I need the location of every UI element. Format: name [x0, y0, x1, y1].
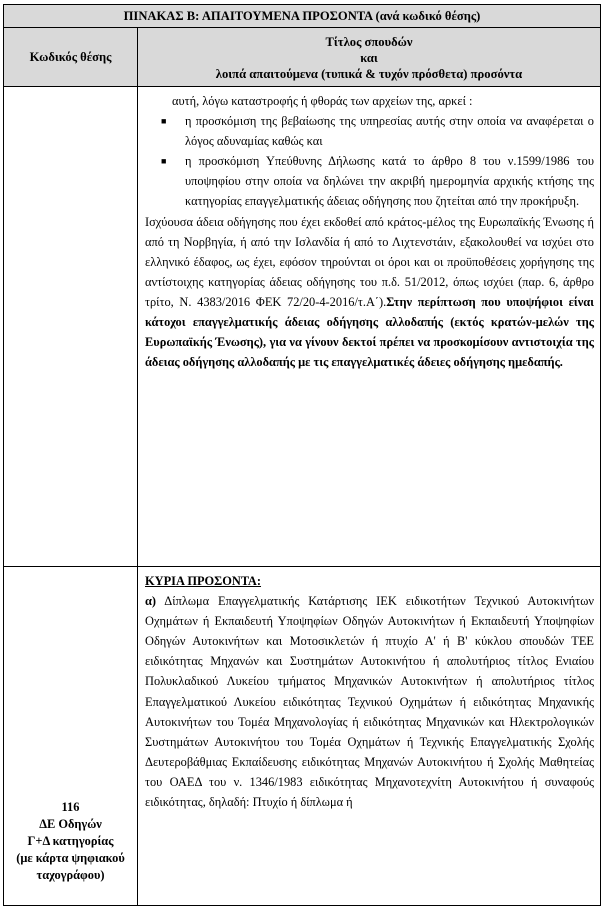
position-code-cell: [4, 567, 138, 906]
header-line-1: Τίτλος σπουδών: [325, 35, 413, 49]
license-text-bold: Στην περίπτωση που υποψήφιοι είναι κάτοχοι επαγγελματικής άδειας οδήγησης αλλοδαπής (εκτός κρατών-μελών της Ευρωπαϊκής Ένωσης), για να γίνουν δεκτοί πρέπει να προσκομίσουν αντιστοιχία της άδειας οδήγησης αλλοδαπής με τις επαγγελματικές άδειες οδήγησης ημεδαπής.: [145, 294, 594, 370]
qualifications-cell: [138, 87, 601, 567]
table-header-row: [4, 28, 601, 87]
qualification-item: [145, 591, 594, 812]
header-line-3: λοιπά απαιτούμενα (τυπικά & τυχόν πρόσθετα) προσόντα: [215, 67, 523, 81]
position-code-line: ΔΕ Οδηγών: [39, 816, 102, 831]
code-column-header: Κωδικός θέσης: [4, 28, 138, 87]
qualifications-column-header: [138, 28, 601, 87]
intro-text: αυτή, λόγω καταστροφής ή φθοράς των αρχείων της, αρκεί :: [172, 94, 473, 108]
license-text: Ισχύουσα άδεια οδήγησης που έχει εκδοθεί από κράτος-μέλος της Ευρωπαϊκής Ένωσης ή από τη Νορβηγία, ή από την Ισλανδία ή από το Λιχτενστάιν, εξακολουθεί να ισχύει στο ελληνικό έδαφος, ως έχει, εφόσον τηρούνται οι όροι και οι προϋποθέσεις χορήγησης της αντίστοιχης κατηγορίας άδειας οδήγησης του π.δ. 51/2012, όπως ισχύει (παρ. 6, άρθρο τρίτο, Ν. 4383/2016 ΦΕΚ 72/20-4-2016/τ.Α΄).: [145, 214, 594, 309]
item-label: α): [145, 594, 157, 609]
section-title-text: ΚΥΡΙΑ ΠΡΟΣΟΝΤΑ:: [145, 574, 262, 588]
section-title: [145, 571, 594, 591]
list-item: [161, 151, 594, 211]
position-code-line: (με κάρτα ψηφιακού: [16, 850, 125, 865]
position-code-number: 116: [61, 799, 80, 814]
position-code-line: Γ+Δ κατηγορίας: [27, 833, 114, 848]
bullet-list: [145, 111, 594, 211]
bullet-text: η προσκόμιση Υπεύθυνης Δήλωσης κατά το άρθρο 8 του ν.1599/1986 του υποψηφίου στην οποία να δηλώνει την ακριβή ημερομηνία αρχικής κτήσης της κατηγορίας επαγγελματικής άδειας οδήγησης που ζητείται από την προκήρυξη.: [185, 154, 594, 209]
table-row: [4, 87, 601, 567]
square-bullet-icon: ■: [161, 116, 167, 127]
square-bullet-icon: ■: [161, 156, 167, 167]
table-row: [4, 567, 601, 906]
item-text: Δίπλωμα Επαγγελματικής Κατάρτισης ΙΕΚ ειδικοτήτων Τεχνικού Αυτοκινήτων Οχημάτων ή Εκπαιδευτή Υποψηφίων Οδηγών Αυτοκινήτων ή Εκπαιδευτή Υποψηφίων Οδηγών Αυτοκινήτων και Μοτοσικλετών ή πτυχίο Α' ή Β' κύκλου σπουδών ΤΕΕ ειδικότητας Μηχανών και Συστημάτων Αυτοκινήτου ή απολυτήριος τίτλος Ενιαίου Πολυκλαδικού Λυκείου τμήματος Μηχανικών Αυτοκινήτων ή απολυτήριος τίτλος Επαγγελματικού Λυκείου ειδικότητας Τεχνικού Οχημάτων ή ειδικότητας Μηχανικής Αυτοκινήτων του Τομέα Μηχανολογίας ή ειδικότητας Μηχανικών και Ηλεκτρολογικών Συστημάτων Αυτοκινήτου του Τομέα Οχημάτων ή Τεχνικής Επαγγελματικής Σχολής Δευτεροβάθμιας Εκπαίδευσης ειδικότητας Μηχανών Αυτοκινήτου ή Σχολής Μαθητείας του ΟΑΕΔ του ν. 1346/1983 ειδικότητας Μηχανοτεχνίτη Αυτοκινήτου ή συναφούς ειδικότητας, δηλαδή: Πτυχίο ή δίπλωμα ή: [145, 594, 594, 810]
list-item: [161, 111, 594, 151]
license-paragraph: [145, 212, 594, 373]
qualifications-cell: [138, 567, 601, 906]
table-title-row: [4, 5, 601, 28]
qualifications-table: [3, 4, 601, 906]
table-title: ΠΙΝΑΚΑΣ Β: ΑΠΑΙΤΟΥΜΕΝΑ ΠΡΟΣΟΝΤΑ (ανά κωδικό θέσης): [4, 5, 601, 28]
header-line-2: και: [360, 51, 378, 65]
bullet-text: η προσκόμιση της βεβαίωσης της υπηρεσίας αυτής στην οποία να αναφέρεται ο λόγος αδυναμίας καθώς και: [185, 114, 594, 149]
position-code-line: ταχογράφου): [36, 867, 105, 882]
code-cell-empty: [4, 87, 138, 567]
